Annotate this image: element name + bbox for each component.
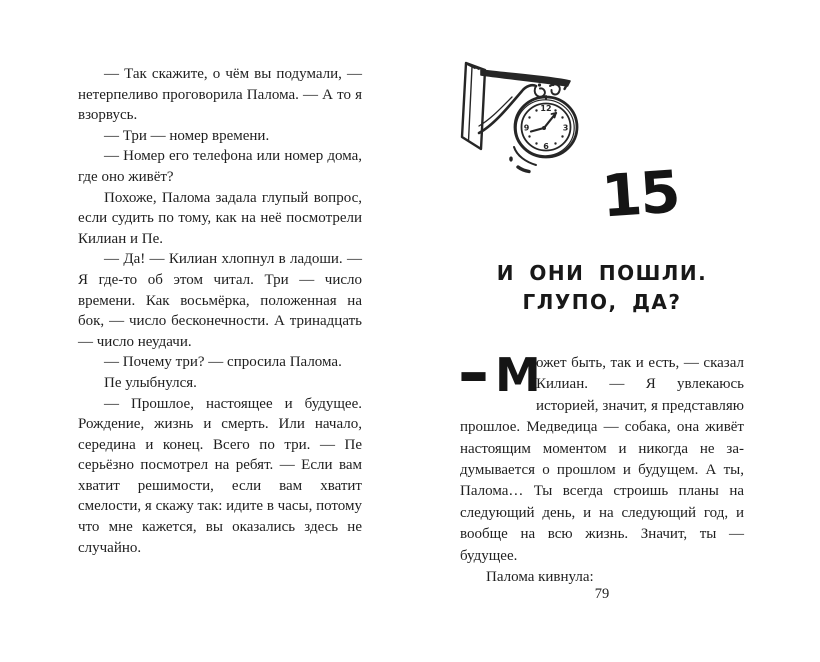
left-page-text bbox=[78, 64, 362, 558]
paragraph: Палома кивнула: bbox=[486, 569, 594, 586]
paragraph: — Да! — Килиан хлопнул в ладоши. — Я где-то об этом читал. Три — число времени. Как восьмёрка, положенная на бок, — число бесконечности. А тринадцать — число неудачи. bbox=[78, 251, 362, 350]
chapter-number: 15 bbox=[599, 157, 681, 231]
paragraph: — Три — номер времени. bbox=[104, 127, 270, 144]
paragraph: — Так скажите, о чём вы подумали, — нетерпеливо проговорила Палома. — А то я взорвусь. bbox=[78, 66, 362, 124]
wall-clock-illustration bbox=[452, 55, 604, 181]
paragraph: — Почему три? — спросила Палома. bbox=[104, 354, 342, 371]
numeral-6: 6 bbox=[543, 142, 549, 151]
clock-numerals bbox=[524, 104, 569, 151]
right-page-text bbox=[460, 333, 744, 588]
numeral-12: 12 bbox=[540, 104, 552, 113]
numeral-9: 9 bbox=[523, 123, 530, 133]
paragraph-text: ожет быть, так и есть, — сказал Килиан. — Я увлекаюсь историей, значит, я представляю прошлое. Медведица — собака, она живёт настоящим моментом и никогда не задумывается о прошлом и будущем. А ты, Палома… Ты всегда строишь планы на следующий день, и на следующий год, и вообще на всю жизнь. Значит, ты — будущее. bbox=[460, 355, 744, 564]
clock-minute-hand bbox=[544, 113, 556, 128]
chapter-title bbox=[460, 259, 744, 317]
chapter-title-line-2: ГЛУПО, ДА? bbox=[522, 290, 682, 314]
clock-hour-hand bbox=[531, 128, 544, 132]
paragraph: — Номер его телефона или номер дома, где оно живёт? bbox=[78, 148, 362, 185]
page-number: 79 bbox=[594, 586, 610, 602]
clock-bracket-plate bbox=[462, 63, 485, 149]
chapter-title-line-1: И ОНИ ПОШЛИ. bbox=[496, 261, 708, 285]
clock-sketch-svg bbox=[452, 55, 604, 181]
numeral-3: 3 bbox=[562, 123, 569, 133]
dropcap-letter: М bbox=[495, 348, 541, 402]
paragraph: Похоже, Палома задала глупый вопрос, если судить по тому, как на неё посмотрели Килиан и Пе. bbox=[78, 189, 362, 247]
paragraph-with-dropcap bbox=[460, 333, 744, 567]
dropcap-em-dash: — bbox=[460, 333, 487, 414]
paragraph: Пе улыбнулся. bbox=[104, 374, 197, 391]
dropcap bbox=[460, 333, 541, 414]
paragraph: — Прошлое, настоящее и будущее. Рождение, жизнь и смерть. Или начало, середина и конец. Всего по три. — Пе серьёзно посмотрел на ребят. — Если вам хватит решимости, если вам хватит смелости, я скажу так: идите в часы, потому что мне кажется, вы оказались здесь не случайно. bbox=[78, 395, 362, 556]
